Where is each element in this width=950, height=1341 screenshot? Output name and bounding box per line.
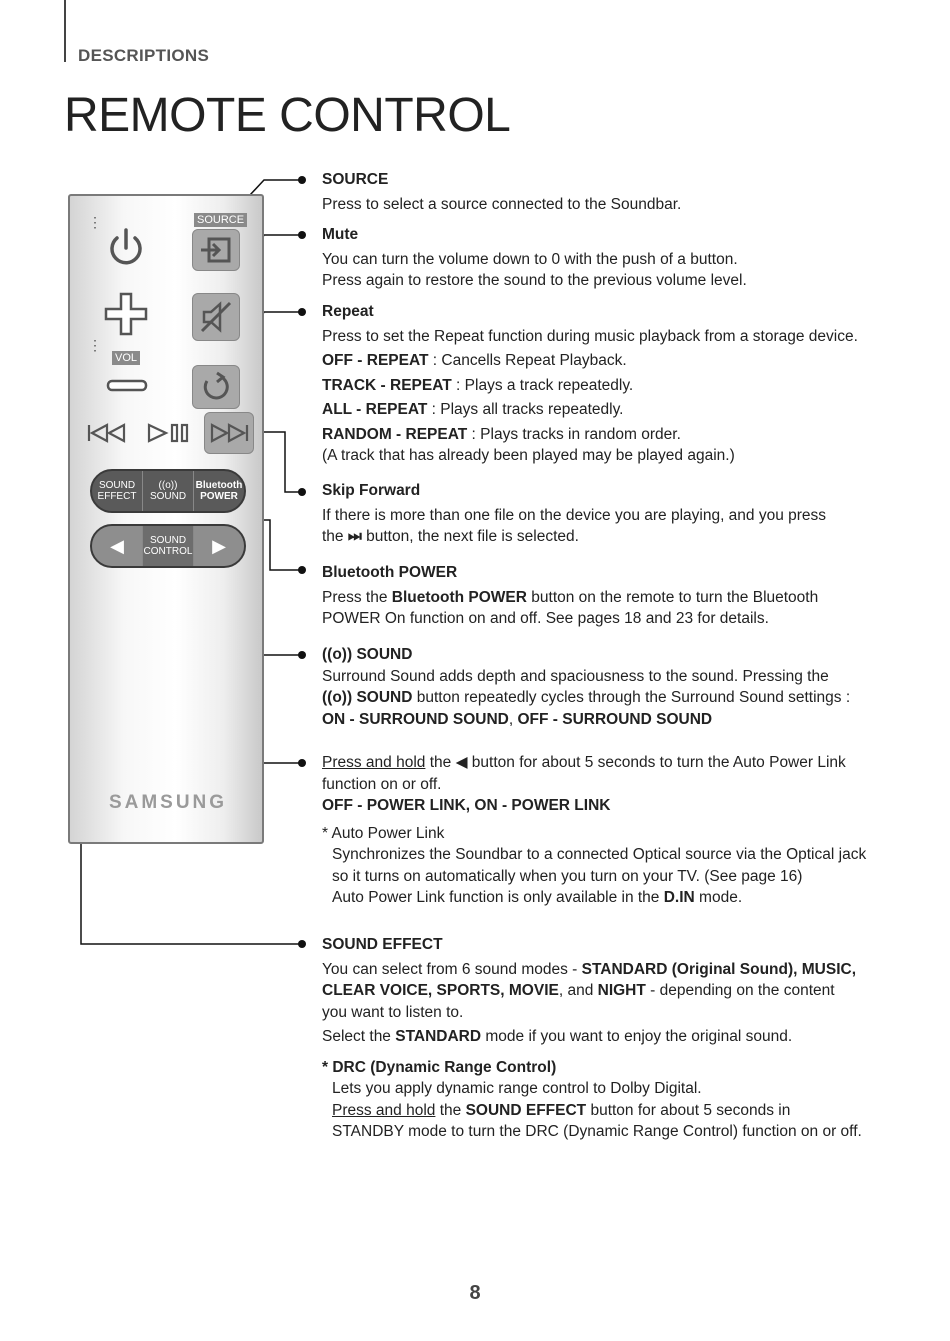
skip-forward-icon — [208, 422, 250, 444]
auto-power-n2: so it turns on automatically when you turn on your TV. (See page 16) — [332, 867, 803, 885]
sound-button-row — [90, 469, 246, 513]
brand-logo: SAMSUNG — [108, 792, 228, 813]
source-label: SOURCE — [194, 213, 247, 227]
effect-line3: you want to listen to. — [322, 1003, 464, 1021]
source-input-icon — [199, 235, 233, 265]
effect-l4a: Select the — [322, 1028, 396, 1045]
sound-control-label — [143, 526, 194, 566]
source-title: SOURCE — [322, 171, 389, 188]
effect-l4b: STANDARD — [395, 1028, 482, 1045]
effect-l2d: - depending on the content — [645, 982, 835, 999]
repeat-off-text: : Cancells Repeat Playback. — [428, 352, 627, 369]
effect-l1a: You can select from 6 sound modes - — [322, 960, 582, 978]
mute-line2: Press again to restore the sound to the previous volume level. — [322, 272, 747, 289]
play-pause-icon[interactable] — [146, 422, 192, 444]
volume-down-icon — [106, 378, 148, 394]
sound-description — [322, 644, 882, 730]
sound-line3 — [322, 709, 882, 731]
repeat-random-label: RANDOM - REPEAT — [322, 425, 468, 443]
section-marker — [64, 0, 66, 62]
sound-off: OFF - SURROUND SOUND — [517, 710, 713, 728]
repeat-note: (A track that has already been played may be played again.) — [322, 447, 735, 464]
surround-sound-inline-icon-2: ((o)) — [322, 689, 353, 706]
bullet-source — [298, 176, 306, 184]
sound-label: SOUND — [149, 491, 187, 502]
left-line1-b: button for about 5 seconds to turn the Auto Power Link — [467, 754, 846, 771]
source-text: Press to select a source connected to the Soundbar. — [322, 195, 682, 213]
sound-effect-description — [322, 934, 882, 1143]
repeat-random-text: : Plays tracks in random order. — [467, 425, 681, 443]
sound-title-row — [322, 644, 882, 666]
drc-line3: STANDBY mode to turn the DRC (Dynamic Range Control) function on or off. — [332, 1123, 862, 1140]
left-arrow-icon: ◀ — [110, 535, 124, 556]
left-press-hold: Press and hold — [322, 754, 426, 771]
bluetooth-label-top: Bluetooth — [195, 480, 243, 491]
mute-title: Mute — [322, 226, 359, 243]
drc-press-hold: Press and hold — [332, 1101, 436, 1119]
n3a: Auto Power Link function is only available in the — [332, 889, 664, 906]
sound-control-label-top: SOUND — [149, 535, 187, 546]
bt-line2: POWER On function on and off. See pages 18 and 23 for details. — [322, 610, 769, 627]
bluetooth-description — [322, 562, 882, 630]
drc-title: * DRC (Dynamic Range Control) — [322, 1058, 557, 1076]
sound-control-right-button[interactable] — [194, 526, 244, 566]
repeat-off — [322, 350, 882, 372]
effect-line1 — [322, 959, 882, 981]
repeat-all-text: : Plays all tracks repeatedly. — [427, 401, 624, 418]
bluetooth-power-button[interactable] — [194, 471, 244, 511]
repeat-title: Repeat — [322, 303, 374, 320]
sound-effect-button[interactable] — [92, 471, 143, 511]
skip-line2-end: button, the next file is selected. — [361, 528, 579, 545]
skip-back-icon[interactable] — [86, 422, 128, 444]
n3c: mode. — [694, 889, 743, 906]
repeat-off-label: OFF - REPEAT — [322, 352, 429, 369]
drc-d2c: button for about 5 seconds in — [586, 1101, 791, 1119]
right-arrow-icon: ▶ — [212, 535, 226, 556]
left-line1-a: the — [425, 754, 456, 771]
bt-line1-b: Bluetooth POWER — [391, 588, 527, 606]
repeat-description — [322, 301, 882, 467]
effect-l1b: STANDARD (Original Sound), MUSIC, — [581, 960, 857, 978]
sound-effect-label-bottom: EFFECT — [97, 491, 137, 502]
effect-l2b: , and — [558, 982, 598, 999]
effect-l2c: NIGHT — [597, 982, 646, 999]
skip-line1: If there is more than one file on the device you are playing, and you press — [322, 506, 827, 524]
repeat-all — [322, 399, 882, 421]
vol-label: VOL — [112, 351, 140, 365]
indicator-dots-power: ⋮ — [88, 214, 102, 230]
source-button[interactable] — [192, 229, 240, 271]
auto-power-n1: Synchronizes the Soundbar to a connected Optical source via the Optical jack — [332, 846, 867, 863]
left-line2: function on or off. — [322, 775, 442, 793]
sound-control-label-bottom: CONTROL — [143, 546, 193, 557]
left-line1 — [322, 752, 882, 774]
bullet-bluetooth — [298, 566, 306, 574]
bullet-sound — [298, 651, 306, 659]
drc-d2a: the — [435, 1101, 466, 1119]
bullet-repeat — [298, 308, 306, 316]
bt-line1-c: button on the remote to turn the Bluetooth — [526, 588, 819, 606]
bullet-left — [298, 759, 306, 767]
auto-power-note-title: * Auto Power Link — [322, 824, 445, 842]
repeat-track-text: : Plays a track repeatedly. — [451, 376, 634, 394]
drc-d2b: SOUND EFFECT — [465, 1101, 587, 1119]
repeat-text: Press to set the Repeat function during music playback from a storage device. — [322, 327, 858, 345]
remote-control-illustration — [68, 194, 264, 844]
page-title: REMOTE CONTROL — [64, 89, 511, 142]
repeat-button[interactable] — [192, 365, 240, 409]
indicator-dots-vol: ⋮ — [88, 337, 102, 353]
bullet-skip — [298, 488, 306, 496]
effect-line2 — [322, 980, 882, 1002]
repeat-all-label: ALL - REPEAT — [322, 401, 428, 418]
n3b: D.IN — [663, 889, 695, 906]
sound-line2 — [322, 687, 882, 709]
effect-title: SOUND EFFECT — [322, 936, 443, 953]
repeat-track — [322, 375, 882, 397]
drc-line2 — [322, 1100, 882, 1122]
section-label: DESCRIPTIONS — [78, 46, 210, 65]
left-line3: OFF - POWER LINK, ON - POWER LINK — [322, 797, 611, 814]
drc-line1: Lets you apply dynamic range control to Dolby Digital. — [332, 1080, 702, 1097]
repeat-random — [322, 424, 882, 446]
left-arrow-inline-icon: ◀ — [455, 754, 468, 771]
bt-line1-a: Press the — [322, 588, 392, 606]
mute-description — [322, 224, 882, 292]
surround-sound-icon: ((o)) — [158, 480, 178, 491]
surround-sound-inline-icon: ((o)) — [322, 646, 353, 663]
skip-title: Skip Forward — [322, 482, 421, 499]
bt-line1 — [322, 587, 882, 609]
sound-control-row — [90, 524, 246, 568]
auto-power-link-description — [322, 752, 882, 909]
sound-sep: , — [508, 710, 518, 728]
effect-line4 — [322, 1026, 882, 1048]
bluetooth-label-bottom: POWER — [200, 491, 238, 502]
bt-title: Bluetooth POWER — [322, 564, 458, 581]
source-description — [322, 169, 882, 215]
skip-forward-description — [322, 480, 882, 548]
skip-line2 — [322, 526, 882, 548]
repeat-track-label: TRACK - REPEAT — [322, 376, 452, 394]
sound-control-left-button[interactable] — [92, 526, 143, 566]
power-icon — [106, 226, 146, 268]
repeat-icon — [199, 371, 233, 403]
volume-up-icon — [104, 292, 148, 336]
sound-title: SOUND — [356, 646, 413, 663]
auto-power-n3 — [322, 887, 882, 909]
page-number: 8 — [469, 1282, 481, 1304]
skip-forward-inline-icon: ⏭ — [347, 528, 362, 545]
skip-line2-start: the — [322, 528, 348, 545]
bullet-effect — [298, 940, 306, 948]
sound-line1: Surround Sound adds depth and spaciousness to the sound. Pressing the — [322, 667, 829, 685]
skip-forward-button[interactable] — [204, 412, 254, 454]
mute-line1: You can turn the volume down to 0 with the push of a button. — [322, 250, 738, 268]
sound-line2-b: SOUND — [356, 689, 413, 706]
sound-button[interactable] — [143, 471, 194, 511]
bullet-mute — [298, 231, 306, 239]
mute-icon — [198, 299, 234, 335]
sound-on: ON - SURROUND SOUND — [322, 710, 509, 728]
mute-button[interactable] — [192, 293, 240, 341]
effect-l2a: CLEAR VOICE, SPORTS, MOVIE — [322, 982, 559, 999]
sound-effect-label-top: SOUND — [98, 480, 136, 491]
effect-l4c: mode if you want to enjoy the original sound. — [481, 1028, 793, 1045]
sound-line2-c: button repeatedly cycles through the Surround Sound settings : — [412, 689, 851, 706]
